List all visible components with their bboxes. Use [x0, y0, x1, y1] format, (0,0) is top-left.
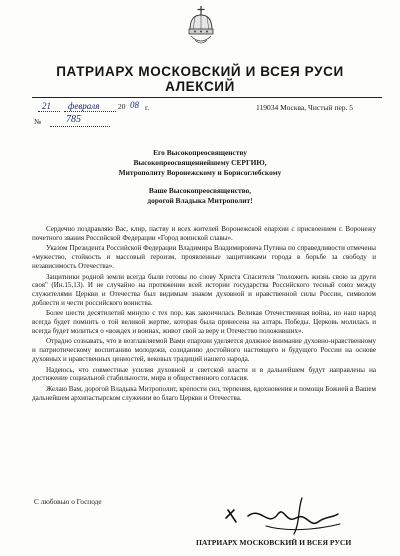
body-paragraph: Отрадно сознавать, что в возглавляемой Вами епархии уделяется должное внимание духовно-нравственному и патриотическому воспитанию молодежи, созиданию достойного настоящего и будущего России на основе духовных и нравственных ценностей, вековых традиций нашего народа. [32, 337, 376, 363]
body-paragraph: Надеюсь, что совместные усилия духовной и светской власти и в дальнейшем будут направлены на достижение социальной стабильности, мира и общественного согласия. [32, 365, 376, 383]
salutation [0, 186, 400, 206]
body-paragraph: Указом Президента Российской Федерации Владимира Владимировича Путина по справедливости отмечены «мужество, стойкость и массовый героизм, проявленные защитниками города в борьбе за свободу и независимость Отечества». [32, 244, 376, 270]
number-handwritten: 785 [66, 114, 81, 125]
number-underline [50, 126, 110, 127]
salutation-line: дорогой Владыка Митрополит! [147, 196, 253, 205]
date-year-handwritten: 08 [130, 100, 139, 110]
reference-number [34, 114, 154, 126]
addressee-line: Высокопреосвященнейшему СЕРГИЮ, [133, 158, 267, 167]
date-month: февраля [68, 101, 100, 111]
addressee-block [0, 148, 400, 178]
letterhead-name: АЛЕКСИЙ [165, 79, 235, 94]
dateline [34, 101, 374, 115]
date-day-underline [38, 111, 60, 112]
number-sign: № [34, 117, 42, 126]
body-paragraph: Сердечно поздравляю Вас, клир, паству и всех жителей Воронежской епархии с присвоением г. Воронежу почетного звания Российской Федерации «Город воинской славы». [32, 225, 376, 242]
addressee-line: Митрополиту Воронежскому и Борисоглебскому [118, 168, 282, 177]
sender-address: 119034 Москва, Чистый пер. 5 [256, 103, 354, 112]
addressee-line: Его Высокопреосвященству [153, 148, 247, 157]
body-paragraph: Защитники родной земли всегда были готовы по слову Христа Спасителя "положить жизнь свою за други своя" (Ин.15,13). И не случайно на протяжении всей истории государства Российского тесный союз между служителями Церкви и Отечества был видимым знаком духовной и нравственной силы России, символом доблести и чести российского воинства. [32, 272, 376, 307]
letter-body [32, 225, 376, 404]
signature-icon [206, 488, 346, 538]
signer-title: ПАТРИАРХ МОСКОВСКИЙ И ВСЕЯ РУСИ [196, 538, 352, 547]
body-paragraph: Желаю Вам, дорогой Владыка Митрополит, крепости сил, терпения, вдохновения и помощи Божией в Вашем дальнейшем архипастырском служении во благо Церкви и Отечества. [32, 384, 376, 402]
date-year-prefix: 20 [118, 102, 126, 111]
patriarch-crest-icon [186, 6, 216, 50]
date-month-underline [64, 111, 116, 112]
letterhead-rule [32, 97, 382, 98]
date-year-suffix: г. [145, 103, 150, 112]
salutation-line: Ваше Высокопреосвященство, [148, 186, 252, 195]
body-paragraph: Более шести десятилетий минуло с тех пор, как закончилась Великая Отечественная война, но наш народ всегда будет помнить о той великой жертве, которая была принесена на алтарь Победы. Церковь молилась и всегда будет молиться о «вождех и воинах, живот свой за веру и Отечество положивших». [32, 309, 376, 335]
letterhead-title: ПАТРИАРХ МОСКОВСКИЙ И ВСЕЯ РУСИ [56, 64, 344, 79]
closing-phrase: С любовью о Господе [34, 497, 102, 506]
date-day: 21 [42, 101, 51, 111]
